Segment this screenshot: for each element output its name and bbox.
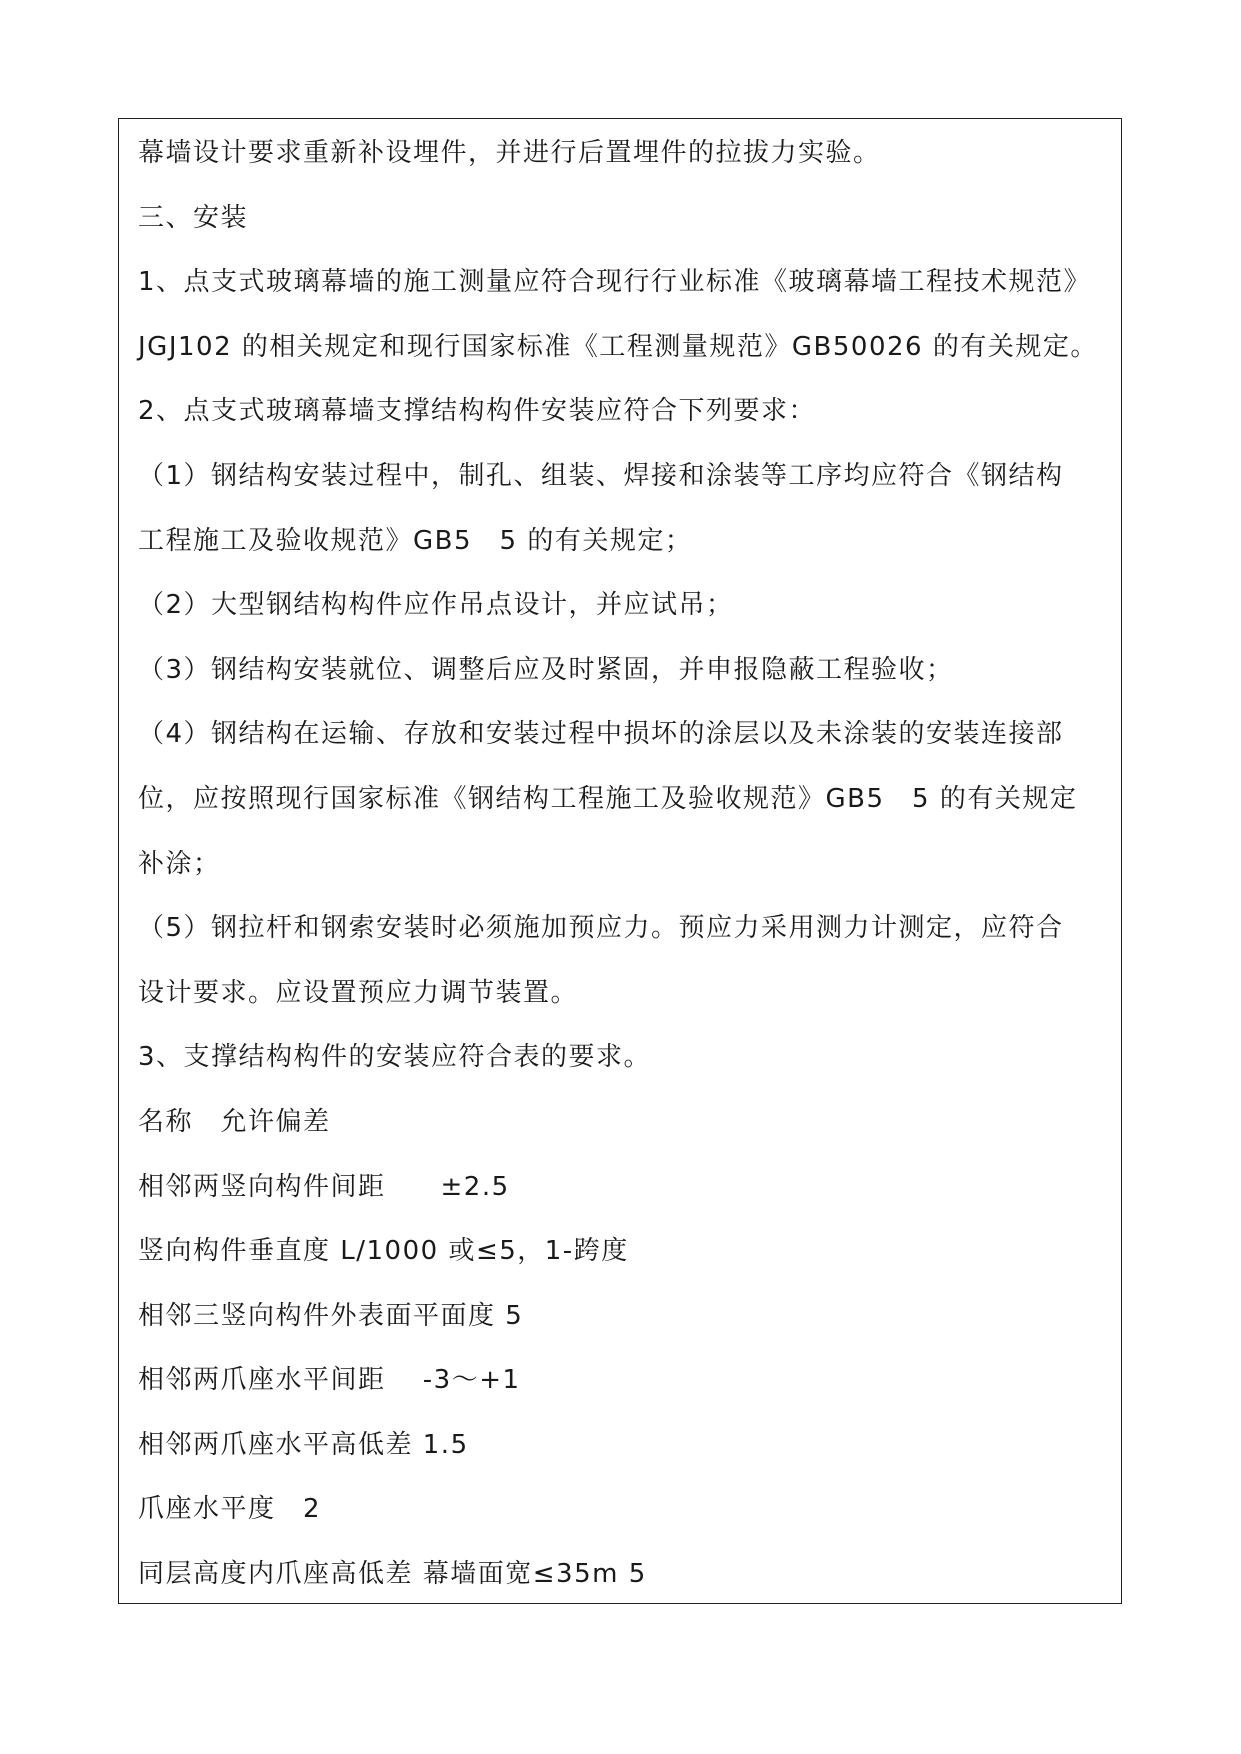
document-body — [138, 133, 1118, 1619]
text-line: 工程施工及验收规范》GB5 5 的有关规定； — [138, 525, 693, 556]
text-line: 幕墙设计要求重新补设埋件，并进行后置埋件的拉拔力实验。 — [138, 138, 881, 168]
table-row: 相邻两竖向构件间距 ±2.5 — [138, 1171, 510, 1202]
text-line: （1）钢结构安装过程中，制孔、组装、焊接和涂装等工序均应符合《钢结构 — [138, 460, 1064, 491]
table-header-row: 名称 允许偏差 — [138, 1106, 331, 1137]
section-heading: 三、安装 — [138, 202, 249, 233]
text-line: （2）大型钢结构构件应作吊点设计，并应试吊； — [138, 590, 734, 621]
table-row: 同层高度内爪座高低差 幕墙面宽≤35m 5 — [138, 1559, 647, 1590]
table-row: 相邻三竖向构件外表面平面度 5 — [138, 1300, 524, 1331]
text-line: 位，应按照现行国家标准《钢结构工程施工及验收规范》GB5 5 的有关规定 — [138, 783, 1078, 814]
text-line: （5）钢拉杆和钢索安装时必须施加预应力。预应力采用测力计测定，应符合 — [138, 913, 1064, 944]
table-row: 相邻两爪座水平间距 -3～+1 — [138, 1365, 521, 1396]
text-line: （3）钢结构安装就位、调整后应及时紧固，并申报隐蔽工程验收； — [138, 654, 954, 685]
text-line: 设计要求。应设置预应力调节装置。 — [138, 977, 579, 1008]
text-line: 补涂； — [138, 848, 221, 879]
table-row: 竖向构件垂直度 L/1000 或≤5，1-跨度 — [138, 1236, 629, 1267]
table-row: 爪座水平度 2 — [138, 1494, 322, 1525]
text-line: （4）钢结构在运输、存放和安装过程中损坏的涂层以及未涂装的安装连接部 — [138, 719, 1064, 750]
text-line: 3、支撑结构构件的安装应符合表的要求。 — [138, 1042, 652, 1073]
text-line: JGJ102 的相关规定和现行国家标准《工程测量规范》GB50026 的有关规定。 — [138, 331, 1098, 362]
text-line: 2、点支式玻璃幕墙支撑结构构件安装应符合下列要求： — [138, 396, 817, 427]
text-line: 1、点支式玻璃幕墙的施工测量应符合现行行业标准《玻璃幕墙工程技术规范》 — [138, 267, 1092, 298]
table-row: 相邻两爪座水平高低差 1.5 — [138, 1429, 469, 1460]
